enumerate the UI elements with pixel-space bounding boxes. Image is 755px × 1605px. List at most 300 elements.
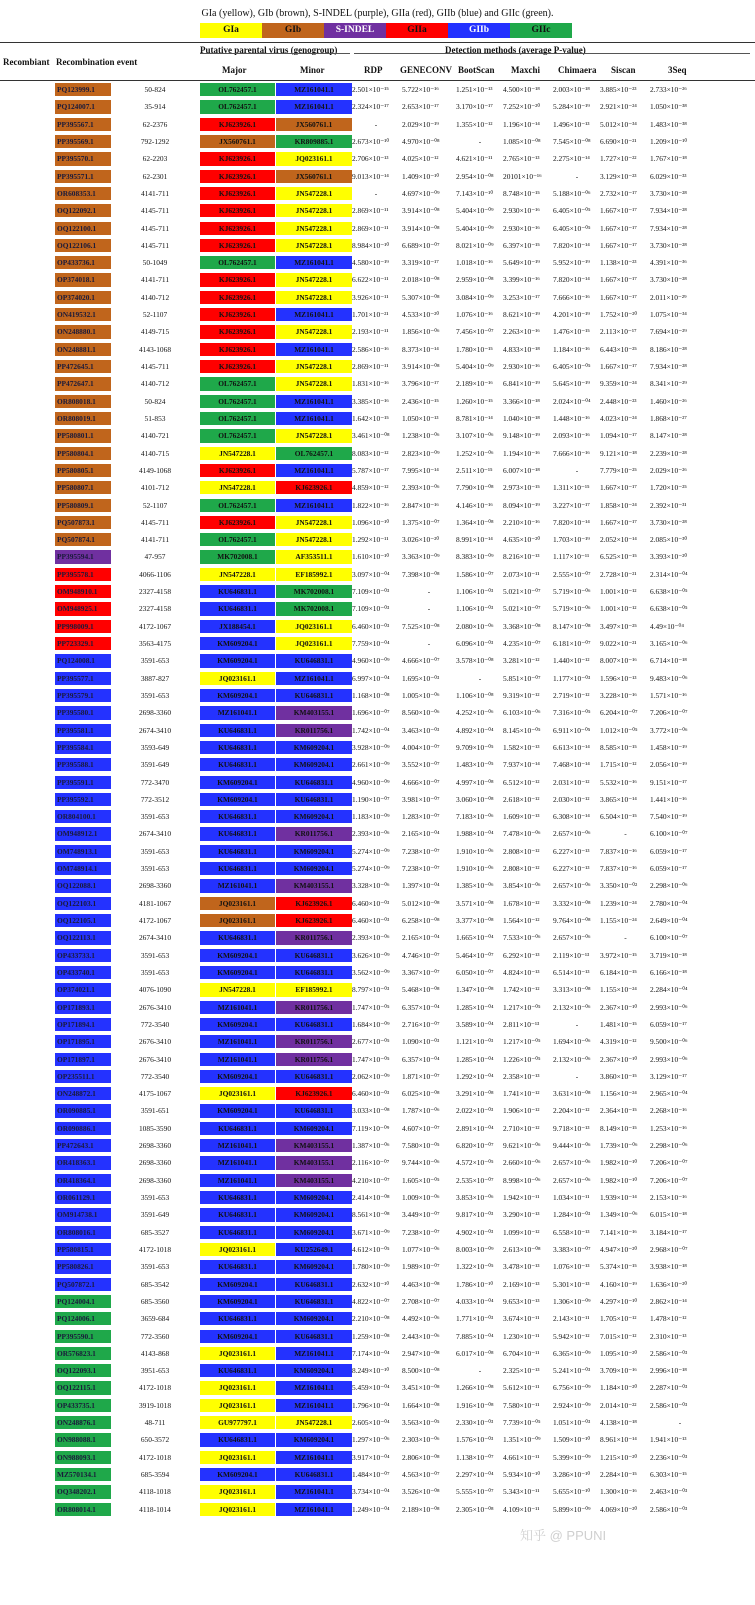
pvalue-bootscan: 7.456×10⁻⁰⁷ bbox=[456, 327, 494, 337]
pvalue-geneconv: 4.697×10⁻⁰⁹ bbox=[402, 188, 440, 198]
pvalue-maxchi: 6.292×10⁻¹³ bbox=[503, 950, 540, 960]
recombination-event: 4140-712 bbox=[140, 292, 170, 302]
pvalue-3seq: 7.540×10⁻¹⁹ bbox=[650, 812, 687, 822]
pvalue-rdp: 1.292×10⁻¹¹ bbox=[352, 535, 389, 545]
major-parent: KM609204.1 bbox=[200, 637, 275, 650]
pvalue-maxchi: 3.478×10⁻¹³ bbox=[503, 1262, 540, 1272]
recombination-event: 4145-711 bbox=[140, 223, 170, 233]
pvalue-chimaera: 2.719×10⁻¹² bbox=[553, 690, 590, 700]
recombination-event: 3919-1018 bbox=[138, 1400, 172, 1410]
pvalue-3seq: 8.186×10⁻²⁸ bbox=[650, 344, 687, 354]
pvalue-rdp: 1.696×10⁻⁰⁷ bbox=[352, 708, 390, 718]
pvalue-rdp: 3.671×10⁻⁰⁹ bbox=[352, 1227, 390, 1237]
pvalue-maxchi: 2.710×10⁻¹² bbox=[503, 1123, 540, 1133]
minor-parent: MZ161041.1 bbox=[276, 1503, 352, 1516]
recombination-event: 4172-1067 bbox=[138, 621, 172, 631]
minor-parent: MZ161041.1 bbox=[276, 395, 352, 408]
recombinant-accession: OR808014.1 bbox=[55, 1503, 111, 1516]
table-row bbox=[0, 271, 755, 288]
major-parent: OL762457.1 bbox=[200, 533, 275, 546]
pvalue-siscan: 1.001×10⁻¹² bbox=[600, 587, 637, 597]
pvalue-3seq: 2.314×10⁻⁰⁴ bbox=[650, 569, 688, 579]
pvalue-siscan: 1.094×10⁻¹⁷ bbox=[600, 431, 637, 441]
pvalue-bootscan: 7.183×10⁻⁰⁶ bbox=[456, 812, 494, 822]
major-parent: KU646831.1 bbox=[200, 931, 275, 944]
minor-parent: KU646831.1 bbox=[276, 689, 352, 702]
major-parent: KJ623926.1 bbox=[200, 516, 275, 529]
recombination-event: 4141-711 bbox=[140, 535, 170, 545]
major-parent: GU977797.1 bbox=[200, 1416, 275, 1429]
major-parent: JQ023161.1 bbox=[200, 1381, 275, 1394]
major-parent: KJ623926.1 bbox=[200, 273, 275, 286]
minor-parent: JQ023161.1 bbox=[276, 152, 352, 165]
pvalue-geneconv: 2.303×10⁻⁰⁶ bbox=[402, 1435, 440, 1445]
minor-parent: KM609204.1 bbox=[276, 741, 352, 754]
pvalue-rdp: 1.610×10⁻¹⁰ bbox=[352, 552, 390, 562]
pvalue-chimaera: 3.227×10⁻¹⁷ bbox=[553, 500, 590, 510]
legend-gib: GIb bbox=[262, 23, 324, 38]
pvalue-chimaera: 5.301×10⁻¹³ bbox=[553, 1279, 590, 1289]
pvalue-maxchi: 2.169×10⁻¹³ bbox=[503, 1279, 540, 1289]
table-row bbox=[0, 116, 755, 133]
recombination-event: 62-2203 bbox=[142, 154, 168, 164]
recombination-event: 792-1292 bbox=[140, 136, 170, 146]
pvalue-3seq: 1.767×10⁻¹⁸ bbox=[650, 154, 687, 164]
major-parent: OL762457.1 bbox=[200, 100, 275, 113]
table-row bbox=[0, 98, 755, 115]
pvalue-siscan: 2.448×10⁻²³ bbox=[600, 396, 637, 406]
recombination-event: 2698-3360 bbox=[138, 1158, 172, 1168]
pvalue-rdp: 7.109×10⁻⁰³ bbox=[352, 587, 390, 597]
minor-parent: KU646831.1 bbox=[276, 1018, 352, 1031]
recombination-event: 50-824 bbox=[144, 85, 166, 94]
pvalue-siscan: 4.297×10⁻¹⁰ bbox=[600, 1296, 638, 1306]
recombination-event: 2327-4158 bbox=[138, 604, 172, 614]
pvalue-3seq: 1.478×10⁻¹² bbox=[650, 1314, 687, 1324]
pvalue-chimaera: 6.405×10⁻⁰⁵ bbox=[553, 362, 591, 371]
pvalue-chimaera: 1.311×10⁻¹⁵ bbox=[553, 483, 590, 493]
pvalue-geneconv: 2.165×10⁻⁰⁴ bbox=[402, 933, 440, 943]
pvalue-bootscan: 1.292×10⁻⁰⁴ bbox=[456, 1071, 494, 1081]
pvalue-chimaera: 2.143×10⁻¹¹ bbox=[553, 1314, 590, 1324]
recombination-event: 50-824 bbox=[144, 396, 166, 406]
recombinant-accession: OQ122092.1 bbox=[55, 204, 111, 217]
table-row bbox=[0, 999, 755, 1016]
pvalue-3seq: 9.483×10⁻⁰⁶ bbox=[650, 673, 688, 683]
pvalue-3seq: 7.934×10⁻²⁸ bbox=[650, 362, 687, 371]
pvalue-bootscan: 1.018×10⁻¹⁶ bbox=[456, 258, 493, 268]
pvalue-geneconv: 2.393×10⁻⁰⁶ bbox=[402, 483, 440, 493]
pvalue-siscan: 1.727×10⁻²² bbox=[600, 154, 637, 164]
pvalue-maxchi: 7.533×10⁻⁰⁶ bbox=[503, 933, 541, 943]
minor-parent: KR011756.1 bbox=[276, 827, 352, 840]
recombination-event: 3591-649 bbox=[140, 1210, 170, 1220]
major-parent: KU646831.1 bbox=[200, 741, 275, 754]
minor-parent: KM403155.1 bbox=[276, 879, 352, 892]
pvalue-geneconv: 2.189×10⁻⁰⁸ bbox=[402, 1504, 440, 1514]
pvalue-siscan: 6.184×10⁻¹⁵ bbox=[600, 967, 637, 977]
pvalue-maxchi: 8.748×10⁻¹⁵ bbox=[503, 188, 540, 198]
table-row bbox=[0, 947, 755, 964]
pvalue-chimaera: 6.365×10⁻⁰⁹ bbox=[553, 1348, 591, 1358]
pvalue-rdp: 5.274×10⁻⁰⁹ bbox=[352, 864, 390, 874]
table-row bbox=[0, 479, 755, 496]
recombinant-accession: OQ122093.1 bbox=[55, 1364, 111, 1377]
major-parent: MZ161041.1 bbox=[200, 1139, 275, 1152]
recombination-event: 2676-3410 bbox=[138, 1002, 172, 1012]
pvalue-bootscan: 1.786×10⁻¹⁰ bbox=[456, 1279, 494, 1289]
pvalue-siscan: 7.779×10⁻²⁵ bbox=[600, 465, 637, 475]
pvalue-bootscan: 4.997×10⁻⁰⁸ bbox=[456, 777, 494, 787]
pvalue-geneconv: 2.029×10⁻¹⁹ bbox=[402, 119, 439, 129]
pvalue-bootscan: 4.902×10⁻⁰³ bbox=[456, 1227, 494, 1237]
pvalue-chimaera: 1.117×10⁻¹¹ bbox=[553, 552, 590, 562]
pvalue-rdp: 4.612×10⁻⁰⁵ bbox=[352, 1244, 390, 1254]
pvalue-siscan: 1.349×10⁻⁰⁶ bbox=[600, 1210, 638, 1220]
pvalue-rdp: 8.083×10⁻¹² bbox=[352, 448, 389, 458]
table-row bbox=[0, 1016, 755, 1033]
minor-parent: OL762457.1 bbox=[276, 447, 352, 460]
pvalue-maxchi: 6.397×10⁻¹⁵ bbox=[503, 240, 540, 250]
recombinant-accession: OR576823.1 bbox=[55, 1347, 111, 1360]
pvalue-maxchi: 5.343×10⁻¹¹ bbox=[503, 1487, 540, 1497]
pvalue-chimaera: 5.399×10⁻⁰⁹ bbox=[553, 1452, 591, 1462]
pvalue-3seq: 2.649×10⁻⁰⁴ bbox=[650, 916, 688, 925]
major-parent: JQ023161.1 bbox=[200, 1243, 275, 1256]
pvalue-rdp: 4.859×10⁻¹² bbox=[352, 483, 389, 493]
pvalue-3seq: 1.483×10⁻³⁸ bbox=[650, 119, 687, 129]
minor-parent: KR011756.1 bbox=[276, 724, 352, 737]
recombination-event: 650-3572 bbox=[140, 1435, 170, 1445]
minor-parent: JX560761.1 bbox=[276, 118, 352, 131]
recombinant-accession: OQ122106.1 bbox=[55, 239, 111, 252]
recombinant-accession: PQ124008.1 bbox=[55, 654, 111, 667]
table-row bbox=[0, 860, 755, 877]
minor-parent: JN547228.1 bbox=[276, 516, 352, 529]
pvalue-maxchi: 2.811×10⁻¹³ bbox=[503, 1019, 540, 1029]
header-method-geneconv: GENECONV bbox=[400, 65, 453, 75]
pvalue-geneconv: 4.970×10⁻⁰⁸ bbox=[402, 136, 440, 146]
recombinant-accession: OR090885.1 bbox=[55, 1104, 111, 1117]
table-row bbox=[0, 704, 755, 721]
legend-gia: GIa bbox=[200, 23, 262, 38]
minor-parent: MZ161041.1 bbox=[276, 100, 352, 113]
pvalue-rdp: 3.926×10⁻¹¹ bbox=[352, 292, 389, 302]
pvalue-chimaera: 7.820×10⁻¹⁴ bbox=[553, 275, 590, 285]
table-row bbox=[0, 1431, 755, 1448]
pvalue-bootscan: 1.364×10⁻⁰⁸ bbox=[456, 517, 494, 527]
major-parent: KU646831.1 bbox=[200, 1260, 275, 1273]
recombination-event: 4145-711 bbox=[140, 206, 170, 216]
table-row bbox=[0, 1345, 755, 1362]
pvalue-rdp: 3.917×10⁻⁰⁴ bbox=[352, 1452, 390, 1462]
pvalue-3seq: 2.298×10⁻⁰⁶ bbox=[650, 1141, 688, 1151]
pvalue-siscan: 2.364×10⁻¹⁵ bbox=[600, 1106, 637, 1116]
table-row bbox=[0, 600, 755, 617]
pvalue-siscan: 2.014×10⁻²² bbox=[600, 1400, 637, 1410]
pvalue-chimaera: 2.555×10⁻⁰⁷ bbox=[553, 569, 591, 579]
pvalue-rdp: - bbox=[374, 188, 378, 198]
recombination-event: 4172-1018 bbox=[138, 1383, 172, 1393]
table-row bbox=[0, 548, 755, 565]
recombinant-accession: OR804100.1 bbox=[55, 810, 111, 823]
pvalue-maxchi: 1.099×10⁻¹² bbox=[503, 1227, 540, 1237]
pvalue-rdp: 1.297×10⁻⁰⁶ bbox=[352, 1435, 390, 1445]
recombination-event: 772-3560 bbox=[140, 1331, 170, 1341]
minor-parent: KM609204.1 bbox=[276, 810, 352, 823]
pvalue-bootscan: 9.709×10⁻⁰⁵ bbox=[456, 742, 494, 752]
minor-parent: KU646831.1 bbox=[276, 776, 352, 789]
pvalue-chimaera: 1.051×10⁻⁰³ bbox=[553, 1418, 591, 1428]
pvalue-3seq: 2.029×10⁻²⁶ bbox=[650, 465, 687, 475]
pvalue-maxchi: 1.226×10⁻⁰⁵ bbox=[503, 1054, 541, 1064]
pvalue-chimaera: 2.204×10⁻¹² bbox=[553, 1106, 590, 1116]
pvalue-3seq: 2.268×10⁻¹⁶ bbox=[650, 1106, 687, 1116]
header-putative-parental: Putative parental virus (genogroup) bbox=[200, 45, 338, 55]
pvalue-3seq: 6.015×10⁻¹⁸ bbox=[650, 1210, 687, 1220]
pvalue-geneconv: 3.367×10⁻⁰⁷ bbox=[402, 967, 440, 977]
major-parent: KJ623926.1 bbox=[200, 360, 275, 373]
pvalue-maxchi: 2.660×10⁻⁰⁶ bbox=[503, 1158, 541, 1168]
pvalue-geneconv: 7.995×10⁻¹⁴ bbox=[402, 465, 439, 475]
pvalue-siscan: 8.585×10⁻¹⁵ bbox=[600, 742, 637, 752]
major-parent: KM609204.1 bbox=[200, 654, 275, 667]
pvalue-bootscan: 1.285×10⁻⁰⁴ bbox=[456, 1002, 494, 1012]
pvalue-bootscan: 1.266×10⁻⁰⁸ bbox=[456, 1383, 494, 1393]
recombinant-accession: PP395584.1 bbox=[55, 741, 111, 754]
minor-parent: KM609204.1 bbox=[276, 758, 352, 771]
recombinant-accession: PQ507874.1 bbox=[55, 533, 111, 546]
table-row bbox=[0, 323, 755, 340]
recombination-event: 4145-711 bbox=[140, 240, 170, 250]
pvalue-3seq: 7.206×10⁻⁰⁷ bbox=[650, 708, 688, 718]
pvalue-maxchi: 9.319×10⁻¹² bbox=[503, 690, 540, 700]
table-row bbox=[0, 341, 755, 358]
pvalue-geneconv: 5.722×10⁻¹⁶ bbox=[402, 85, 439, 94]
pvalue-maxchi: 3.674×10⁻¹¹ bbox=[503, 1314, 540, 1324]
major-parent: JN547228.1 bbox=[200, 983, 275, 996]
recombination-event: 4149-1068 bbox=[138, 465, 172, 475]
minor-parent: KR809885.1 bbox=[276, 135, 352, 148]
pvalue-bootscan: 1.665×10⁻⁰⁴ bbox=[456, 933, 494, 943]
pvalue-maxchi: 4.824×10⁻¹³ bbox=[503, 967, 540, 977]
pvalue-3seq: - bbox=[678, 1418, 682, 1428]
pvalue-siscan: 6.525×10⁻¹⁵ bbox=[600, 552, 637, 562]
recombinant-accession: OR090886.1 bbox=[55, 1122, 111, 1135]
major-parent: OL762457.1 bbox=[200, 377, 275, 390]
pvalue-rdp: 5.274×10⁻⁰⁹ bbox=[352, 846, 390, 856]
major-parent: KM609204.1 bbox=[200, 1468, 275, 1481]
major-parent: KM609204.1 bbox=[200, 793, 275, 806]
pvalue-3seq: 3.730×10⁻²⁸ bbox=[650, 517, 687, 527]
pvalue-bootscan: 6.096×10⁻⁰³ bbox=[456, 639, 494, 648]
pvalue-chimaera: 6.227×10⁻¹³ bbox=[553, 864, 590, 874]
recombination-event: 685-3560 bbox=[140, 1296, 170, 1306]
pvalue-chimaera: 8.147×10⁻⁰⁸ bbox=[553, 621, 591, 631]
pvalue-chimaera: 6.911×10⁻⁰⁵ bbox=[553, 725, 591, 735]
pvalue-geneconv: 6.025×10⁻⁰⁸ bbox=[402, 1089, 440, 1099]
pvalue-siscan: 1.667×10⁻¹⁷ bbox=[600, 240, 637, 250]
major-parent: KJ623926.1 bbox=[200, 187, 275, 200]
minor-parent: KM403155.1 bbox=[276, 1174, 352, 1187]
recombination-event: 4172-1018 bbox=[138, 1244, 172, 1254]
pvalue-3seq: 1.460×10⁻²⁶ bbox=[650, 396, 687, 406]
pvalue-bootscan: 5.555×10⁻⁰⁷ bbox=[456, 1487, 494, 1497]
pvalue-maxchi: 7.739×10⁻⁰⁵ bbox=[503, 1418, 541, 1428]
major-parent: KM609204.1 bbox=[200, 1104, 275, 1117]
recombinant-accession: PP472643.1 bbox=[55, 1139, 111, 1152]
pvalue-rdp: 4.822×10⁻⁰⁷ bbox=[352, 1296, 390, 1306]
pvalue-3seq: 4.391×10⁻³⁶ bbox=[650, 258, 687, 268]
major-parent: KM609204.1 bbox=[200, 1278, 275, 1291]
minor-parent: JN547228.1 bbox=[276, 187, 352, 200]
recombinant-accession: OP433736.1 bbox=[55, 256, 111, 269]
recombination-event: 4076-1090 bbox=[138, 985, 172, 995]
table-row bbox=[0, 843, 755, 860]
pvalue-chimaera: 1.694×10⁻⁰⁶ bbox=[553, 1037, 591, 1047]
pvalue-maxchi: 7.252×10⁻²⁰ bbox=[503, 102, 541, 112]
pvalue-3seq: 2.968×10⁻⁰⁷ bbox=[650, 1244, 688, 1254]
pvalue-geneconv: 7.398×10⁻⁰⁸ bbox=[402, 569, 440, 579]
major-parent: JX560761.1 bbox=[200, 135, 275, 148]
recombinant-accession: OR418363.1 bbox=[55, 1156, 111, 1169]
pvalue-maxchi: 5.649×10⁻¹⁹ bbox=[503, 258, 540, 268]
pvalue-geneconv: 2.708×10⁻⁰⁷ bbox=[402, 1296, 440, 1306]
pvalue-siscan: 6.504×10⁻¹⁵ bbox=[600, 812, 637, 822]
table-row bbox=[0, 895, 755, 912]
pvalue-rdp: 2.324×10⁻¹⁷ bbox=[352, 102, 389, 112]
recombinant-accession: PP395569.1 bbox=[55, 135, 111, 148]
recombination-event: 4140-712 bbox=[140, 379, 170, 389]
pvalue-chimaera: 3.286×10⁻¹⁰ bbox=[553, 1470, 591, 1479]
table-row bbox=[0, 1224, 755, 1241]
pvalue-siscan: 1.667×10⁻¹⁷ bbox=[600, 362, 637, 371]
pvalue-siscan: 2.921×10⁻²⁴ bbox=[600, 102, 637, 112]
pvalue-geneconv: 3.449×10⁻⁰⁷ bbox=[402, 1210, 440, 1220]
minor-parent: JN547228.1 bbox=[276, 291, 352, 304]
pvalue-maxchi: 2.358×10⁻¹³ bbox=[503, 1071, 540, 1081]
pvalue-geneconv: 3.914×10⁻⁰⁸ bbox=[402, 223, 440, 233]
pvalue-maxchi: 6.103×10⁻⁰⁶ bbox=[503, 708, 541, 718]
pvalue-rdp: 6.997×10⁻⁰⁴ bbox=[352, 673, 390, 683]
recombinant-accession: OP171897.1 bbox=[55, 1053, 111, 1066]
pvalue-3seq: 7.206×10⁻⁰⁷ bbox=[650, 1175, 688, 1185]
recombination-event: 685-3594 bbox=[140, 1470, 170, 1479]
pvalue-3seq: 2.862×10⁻¹⁴ bbox=[650, 1296, 687, 1306]
pvalue-3seq: 6.638×10⁻⁰⁵ bbox=[650, 587, 688, 597]
pvalue-bootscan: 3.578×10⁻⁰⁸ bbox=[456, 656, 494, 666]
minor-parent: KR011756.1 bbox=[276, 1053, 352, 1066]
major-parent: JQ023161.1 bbox=[200, 1347, 275, 1360]
pvalue-bootscan: 1.483×10⁻⁰⁵ bbox=[456, 760, 494, 770]
recombinant-accession: OR808018.1 bbox=[55, 395, 111, 408]
pvalue-geneconv: 2.443×10⁻⁰⁶ bbox=[402, 1331, 440, 1341]
minor-parent: KU252649.1 bbox=[276, 1243, 352, 1256]
pvalue-geneconv: 3.451×10⁻⁰⁸ bbox=[402, 1383, 440, 1393]
pvalue-siscan: 4.069×10⁻²⁰ bbox=[600, 1504, 638, 1514]
pvalue-3seq: 2.011×10⁻²⁹ bbox=[650, 292, 687, 302]
pvalue-siscan: 7.837×10⁻¹⁶ bbox=[600, 846, 637, 856]
pvalue-geneconv: 7.238×10⁻⁰⁷ bbox=[402, 846, 440, 856]
minor-parent: KJ623926.1 bbox=[276, 914, 352, 927]
pvalue-geneconv: 6.357×10⁻⁰⁴ bbox=[402, 1002, 440, 1012]
pvalue-rdp: 2.393×10⁻⁰⁶ bbox=[352, 829, 390, 839]
major-parent: JQ023161.1 bbox=[200, 1087, 275, 1100]
pvalue-siscan: 2.052×10⁻¹⁴ bbox=[600, 535, 637, 545]
table-row bbox=[0, 237, 755, 254]
major-parent: JQ023161.1 bbox=[200, 1451, 275, 1464]
legend-giia: GIIa bbox=[386, 23, 448, 38]
pvalue-maxchi: 3.290×10⁻¹³ bbox=[503, 1210, 540, 1220]
major-parent: KJ623926.1 bbox=[200, 325, 275, 338]
minor-parent: KU646831.1 bbox=[276, 1070, 352, 1083]
pvalue-3seq: 2.392×10⁻³¹ bbox=[650, 500, 687, 510]
header-major: Major bbox=[222, 65, 247, 75]
pvalue-siscan: 1.138×10⁻²³ bbox=[600, 258, 637, 268]
pvalue-3seq: 6.638×10⁻⁰⁵ bbox=[650, 604, 688, 614]
header-minor: Minor bbox=[300, 65, 325, 75]
pvalue-geneconv: 4.666×10⁻⁰⁷ bbox=[402, 656, 440, 666]
recombinant-accession: ON248881.1 bbox=[55, 343, 111, 356]
pvalue-maxchi: 3.366×10⁻¹⁸ bbox=[503, 396, 540, 406]
minor-parent: MZ161041.1 bbox=[276, 1381, 352, 1394]
recombination-event: 685-3542 bbox=[140, 1279, 170, 1289]
pvalue-bootscan: 3.377×10⁻⁰⁸ bbox=[456, 916, 494, 925]
major-parent: KU646831.1 bbox=[200, 827, 275, 840]
legend-giib: GIIb bbox=[448, 23, 510, 38]
header-method-siscan: Siscan bbox=[611, 65, 636, 75]
pvalue-rdp: 2.586×10⁻¹⁶ bbox=[352, 344, 389, 354]
pvalue-chimaera: 1.448×10⁻¹⁶ bbox=[553, 413, 590, 423]
pvalue-bootscan: 1.586×10⁻⁰⁷ bbox=[456, 569, 494, 579]
pvalue-maxchi: 4.635×10⁻²⁰ bbox=[503, 535, 541, 545]
major-parent: MK702008.1 bbox=[200, 550, 275, 563]
table-row bbox=[0, 375, 755, 392]
pvalue-maxchi: 2.930×10⁻¹⁶ bbox=[503, 223, 540, 233]
major-parent: KU646831.1 bbox=[200, 1226, 275, 1239]
recombinant-accession: OP433735.1 bbox=[55, 1399, 111, 1412]
pvalue-chimaera: - bbox=[575, 1019, 579, 1029]
pvalue-bootscan: 1.910×10⁻⁰⁶ bbox=[456, 846, 494, 856]
minor-parent: KU646831.1 bbox=[276, 1295, 352, 1308]
pvalue-chimaera: - bbox=[575, 171, 579, 181]
major-parent: JQ023161.1 bbox=[200, 914, 275, 927]
pvalue-maxchi: 3.368×10⁻⁰⁸ bbox=[503, 621, 541, 631]
pvalue-rdp: 7.109×10⁻⁰³ bbox=[352, 604, 390, 614]
recombinant-accession: OM948925.1 bbox=[55, 602, 111, 615]
pvalue-rdp: 1.190×10⁻⁰⁷ bbox=[352, 794, 390, 804]
pvalue-geneconv: 8.500×10⁻⁰⁸ bbox=[402, 1366, 440, 1376]
major-parent: KU646831.1 bbox=[200, 845, 275, 858]
pvalue-geneconv: 2.165×10⁻⁰⁴ bbox=[402, 829, 440, 839]
recombinant-accession: PP580807.1 bbox=[55, 481, 111, 494]
pvalue-chimaera: 4.201×10⁻¹⁹ bbox=[553, 310, 590, 320]
pvalue-3seq: 3.184×10⁻¹⁷ bbox=[650, 1227, 687, 1237]
pvalue-maxchi: 6.704×10⁻¹¹ bbox=[503, 1348, 540, 1358]
pvalue-chimaera: 9.764×10⁻⁰⁸ bbox=[553, 916, 591, 925]
pvalue-3seq: 8.341×10⁻²⁹ bbox=[650, 379, 687, 389]
recombinant-accession: OQ122105.1 bbox=[55, 914, 111, 927]
pvalue-bootscan: 3.170×10⁻¹⁷ bbox=[456, 102, 493, 112]
pvalue-chimaera: 1.076×10⁻¹³ bbox=[553, 1262, 590, 1272]
minor-parent: KU646831.1 bbox=[276, 1468, 352, 1481]
pvalue-maxchi: 9.621×10⁻⁰⁶ bbox=[503, 1141, 541, 1151]
table-row bbox=[0, 583, 755, 600]
pvalue-bootscan: 1.121×10⁻⁰³ bbox=[456, 1037, 494, 1047]
pvalue-maxchi: 2.210×10⁻¹⁶ bbox=[503, 517, 540, 527]
pvalue-chimaera: 1.184×10⁻¹⁶ bbox=[553, 344, 590, 354]
pvalue-chimaera: 1.509×10⁻¹⁰ bbox=[553, 1435, 591, 1445]
